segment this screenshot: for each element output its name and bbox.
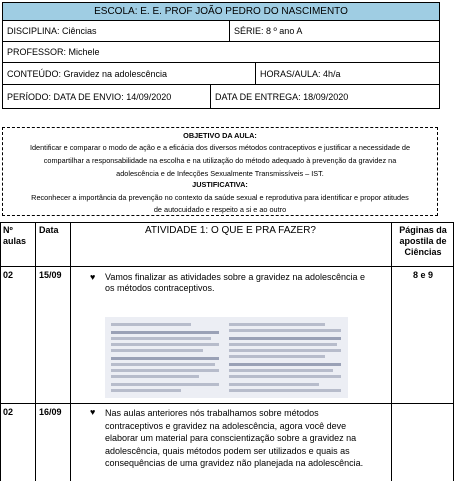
objective-box (2, 127, 438, 216)
justification-title: JUSTIFICATIVA: (192, 180, 248, 189)
header-classes: Nº aulas (3, 225, 27, 246)
teacher-cell: PROFESSOR: Michele (7, 47, 100, 57)
header-pages: Páginas da apostila de Ciências (399, 225, 447, 257)
delivery-cell: DATA DE ENTREGA: 18/09/2020 (215, 91, 349, 102)
apostila-page-image (105, 317, 348, 398)
justification-line: de autocuidado e respeito a si e ao outro (153, 205, 287, 214)
row1-activity-text: Vamos finalizar as atividades sobre a gravidez na adolescência e os métodos contraceptivos. (105, 272, 365, 293)
content-cell: CONTEÚDO: Gravidez na adolescência (7, 68, 168, 79)
row1-classes: 02 (3, 270, 14, 280)
period-cell: PERÍODO: DATA DE ENVIO: 14/09/2020 (7, 91, 172, 102)
row2-date: 16/09 (39, 407, 62, 417)
school-title: ESCOLA: E. E. PROF JOÃO PEDRO DO NASCIMENTO (2, 2, 440, 21)
objective-line: adolescência e de Infecções Sexualmente Transmissíveis – IST. (116, 169, 324, 178)
grade-cell: SÉRIE: 8 º ano A (234, 26, 303, 36)
row1-date: 15/09 (39, 270, 62, 280)
content-row (2, 63, 440, 85)
hours-cell: HORAS/AULA: 4h/a (260, 68, 341, 79)
discipline-row (2, 21, 440, 42)
row2-activity-text: Nas aulas anteriores nós trabalhamos sobre métodos contraceptivos e gravidez na adolescência, agora você deve elaborar um material para conscientização sobre a gravidez na adolescência, quais métodos podem ser utilizados e quais as consequências de uma gravidez não planejada na adolescência. (105, 408, 364, 468)
header-date: Data (39, 225, 59, 235)
period-row (2, 85, 440, 109)
header-activity: ATIVIDADE 1: O QUE E PRA FAZER? (145, 225, 316, 236)
discipline-cell: DISCIPLINA: Ciências (7, 26, 97, 36)
objective-title: OBJETIVO DA AULA: (183, 131, 257, 140)
row2-classes: 02 (3, 407, 14, 417)
bullet-icon: ♥ (90, 272, 96, 282)
objective-line: Identificar e comparar o modo de ação e a eficácia dos diversos métodos contraceptivos e justificar a necessidade de (29, 143, 411, 152)
objective-line: compartilhar a responsabilidade na escolha e na utilização do método adequado à prevenção da gravidez na (43, 156, 397, 165)
row1-pages: 8 e 9 (412, 270, 434, 280)
justification-line: Reconhecer a importância da prevenção no contexto da saúde sexual e reprodutiva para identificar e propor atitudes (31, 193, 409, 202)
bullet-icon: ♥ (90, 407, 96, 417)
teacher-row (2, 42, 440, 63)
